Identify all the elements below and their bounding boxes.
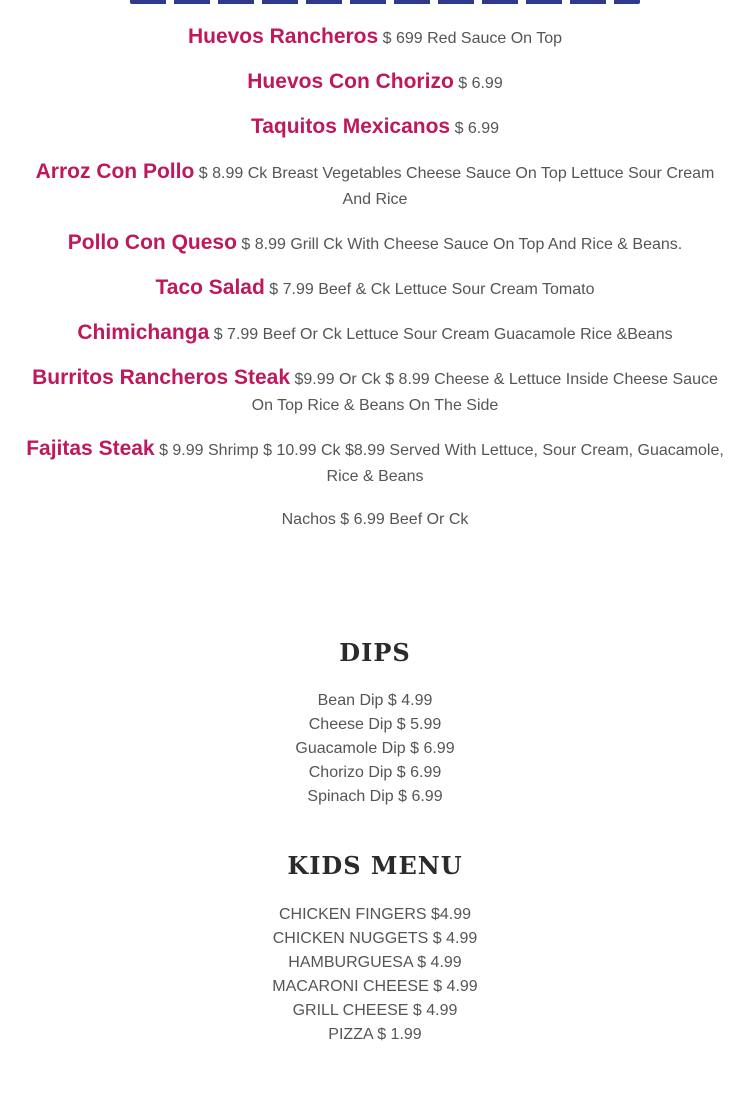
- dips-heading: DIPS: [339, 638, 411, 667]
- item-desc: $ 7.99 Beef & Ck Lettuce Sour Cream Tomato: [269, 281, 595, 298]
- list-item: CHICKEN FINGERS $4.99: [278, 906, 472, 923]
- item-name: Burritos Rancheros Steak: [32, 366, 291, 389]
- item-desc: $ 6.99: [458, 75, 503, 92]
- list-item: Chorizo Dip $ 6.99: [308, 764, 442, 781]
- menu-item-taco-salad: [0, 275, 750, 303]
- kids-menu-heading: KIDS MENU: [287, 851, 463, 880]
- item-name: Chimichanga: [77, 321, 210, 344]
- item-name: Huevos Con Chorizo: [247, 70, 454, 93]
- item-name: Taquitos Mexicanos: [250, 115, 451, 138]
- item-desc: $ 7.99 Beef Or Ck Lettuce Sour Cream Guacamole Rice &Beans: [213, 326, 673, 343]
- menu-item-burritos-rancheros-steak: [0, 365, 750, 419]
- dips-list: [0, 689, 750, 809]
- list-item: GRILL CHEESE $ 4.99: [292, 1002, 458, 1019]
- item-desc: Nachos $ 6.99 Beef Or Ck: [281, 511, 469, 528]
- menu-item-arroz-con-pollo: [0, 159, 750, 213]
- cut-off-heading: [130, 0, 640, 4]
- item-desc: $ 8.99 Grill Ck With Cheese Sauce On Top And Rice & Beans.: [241, 236, 683, 253]
- menu-item-taquitos-mexicanos: [0, 114, 750, 142]
- list-item: Bean Dip $ 4.99: [317, 692, 433, 709]
- menu-item-chimichanga: [0, 320, 750, 348]
- list-item: Guacamole Dip $ 6.99: [295, 740, 455, 757]
- item-desc: $ 8.99 Ck Breast Vegetables Cheese Sauce On Top Lettuce Sour Cream And Rice: [198, 165, 715, 208]
- menu-item-nachos: [0, 507, 750, 533]
- item-desc: $ 9.99 Shrimp $ 10.99 Ck $8.99 Served With Lettuce, Sour Cream, Guacamole, Rice & Beans: [159, 442, 724, 485]
- list-item: MACARONI CHEESE $ 4.99: [272, 978, 478, 995]
- item-name: Arroz Con Pollo: [35, 160, 195, 183]
- list-item: PIZZA $ 1.99: [328, 1026, 422, 1043]
- kids-menu-list: [0, 903, 750, 1047]
- item-desc: $9.99 Or Ck $ 8.99 Cheese & Lettuce Inside Cheese Sauce On Top Rice & Beans On The Side: [251, 371, 718, 414]
- list-item: Cheese Dip $ 5.99: [308, 716, 442, 733]
- item-name: Taco Salad: [155, 276, 265, 299]
- item-desc: $ 699 Red Sauce On Top: [382, 30, 563, 47]
- list-item: CHICKEN NUGGETS $ 4.99: [272, 930, 478, 947]
- item-name: Huevos Rancheros: [187, 25, 379, 48]
- menu-item-huevos-rancheros: [0, 24, 750, 52]
- item-name: Fajitas Steak: [26, 437, 155, 460]
- main-menu: [0, 24, 750, 550]
- menu-item-pollo-con-queso: [0, 230, 750, 258]
- item-desc: $ 6.99: [454, 120, 500, 137]
- list-item: HAMBURGUESA $ 4.99: [288, 954, 462, 971]
- item-name: Pollo Con Queso: [67, 231, 237, 254]
- menu-item-fajitas-steak: [0, 436, 750, 490]
- menu-item-huevos-con-chorizo: [0, 69, 750, 97]
- list-item: Spinach Dip $ 6.99: [307, 788, 443, 805]
